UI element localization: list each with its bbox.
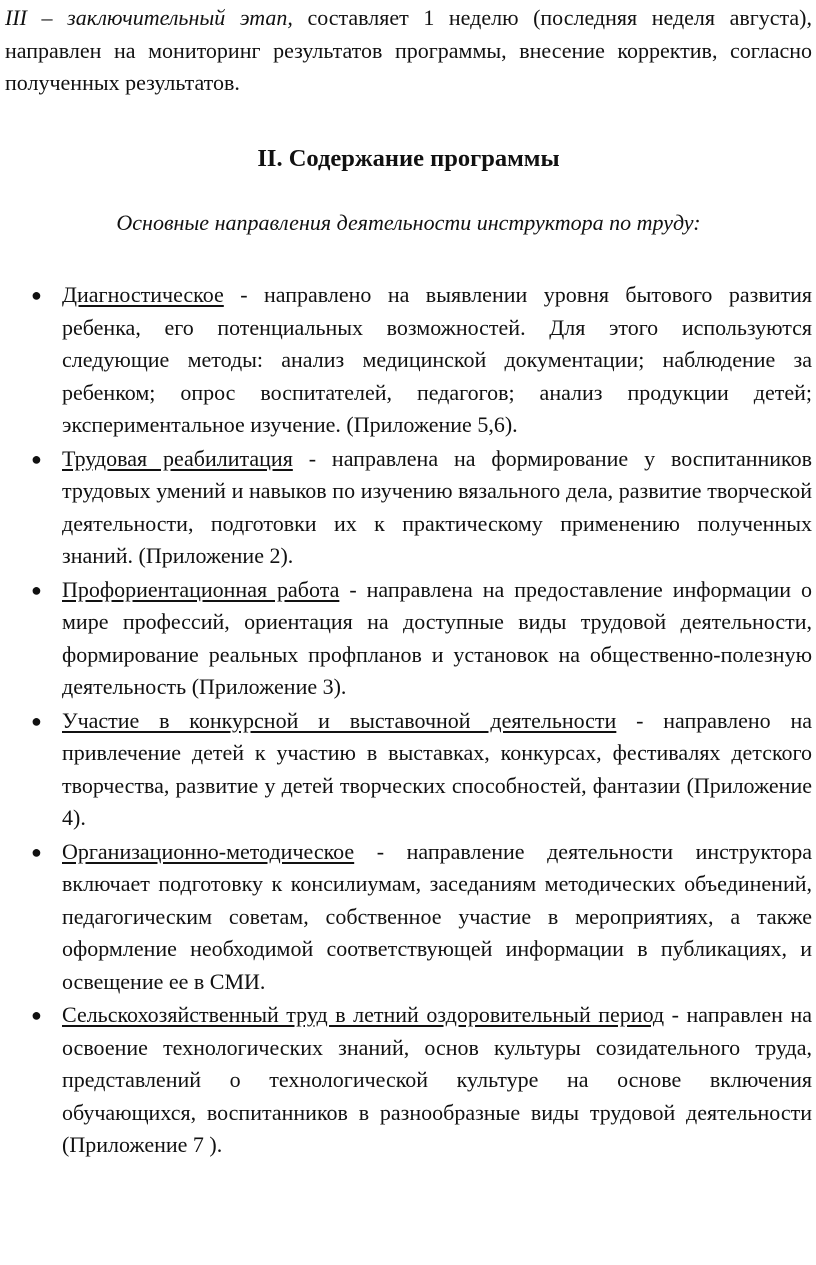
direction-term: Участие в конкурсной и выставочной деятельности <box>62 707 617 733</box>
direction-item-contests-exhibitions <box>5 705 812 835</box>
direction-item-labor-rehabilitation <box>5 443 812 573</box>
section-title: II. Содержание программы <box>257 144 560 172</box>
intro-stage-label: III – заключительный этап, <box>5 5 293 30</box>
bullet-icon: ● <box>31 841 42 862</box>
direction-term: Профориентационная работа <box>62 576 340 602</box>
direction-term: Трудовая реабилитация <box>62 445 293 471</box>
intro-paragraph <box>5 2 812 100</box>
direction-text: - направлена на формирование у воспитанников трудовых умений и навыков по изучению вязального дела, развитие творческой деятельности, подготовки их к практическому применению полученных знаний. (Приложение 2). <box>62 445 813 568</box>
direction-term: Диагностическое <box>62 282 224 307</box>
direction-term: Сельскохозяйственный труд в летний оздоровительный период <box>62 1002 665 1027</box>
direction-term: Организационно-методическое <box>62 838 355 864</box>
bullet-icon: ● <box>31 579 42 600</box>
direction-text: - направлено на привлечение детей к участию в выставках, конкурсах, фестивалях детского творчества, развитие у детей творческих способностей, фантазии (Приложение 4). <box>62 707 812 830</box>
direction-text: - направлен на освоение технологических знаний, основ культуры созидательного труда, представлений о технологической культуре на основе включения обучающихся, воспитанников в разнообразные виды трудовой деятельности (Приложение 7 ). <box>62 1002 812 1157</box>
direction-text: - направлено на выявлении уровня бытового развития ребенка, его потенциальных возможностей. Для этого используются следующие методы: анализ медицинской документации; наблюдение за ребенком; опрос воспитателей, педагогов; анализ продукции детей; экспериментальное изучение. (Приложение 5,6). <box>62 282 812 437</box>
direction-item-career-guidance <box>5 574 812 704</box>
bullet-icon: ● <box>31 1005 42 1025</box>
section-subtitle: Основные направления деятельности инструктора по труду: <box>116 209 701 235</box>
bullet-icon: ● <box>31 285 42 305</box>
directions-list <box>5 279 812 1162</box>
direction-item-agricultural-labor <box>5 999 812 1162</box>
direction-item-organizational-methodical <box>5 836 812 999</box>
direction-text: - направлена на предоставление информации о мире профессий, ориентация на доступные виды трудовой деятельности, формирование реальных профпланов и установок на общественно-полезную деятельность (Приложение 3). <box>62 576 812 699</box>
bullet-icon: ● <box>31 710 42 731</box>
bullet-icon: ● <box>31 448 42 469</box>
intro-text: составляет 1 неделю (последняя неделя августа), направлен на мониторинг результатов программы, внесение корректив, согласно полученных результатов. <box>5 5 812 95</box>
direction-text: - направление деятельности инструктора включает подготовку к консилиумам, заседаниям методических объединений, педагогическим советам, собственное участие в мероприятиях, а также оформление необходимой соответствующей информации в публикациях, и освещение ее в СМИ. <box>62 838 812 994</box>
direction-item-diagnostic <box>5 279 812 442</box>
